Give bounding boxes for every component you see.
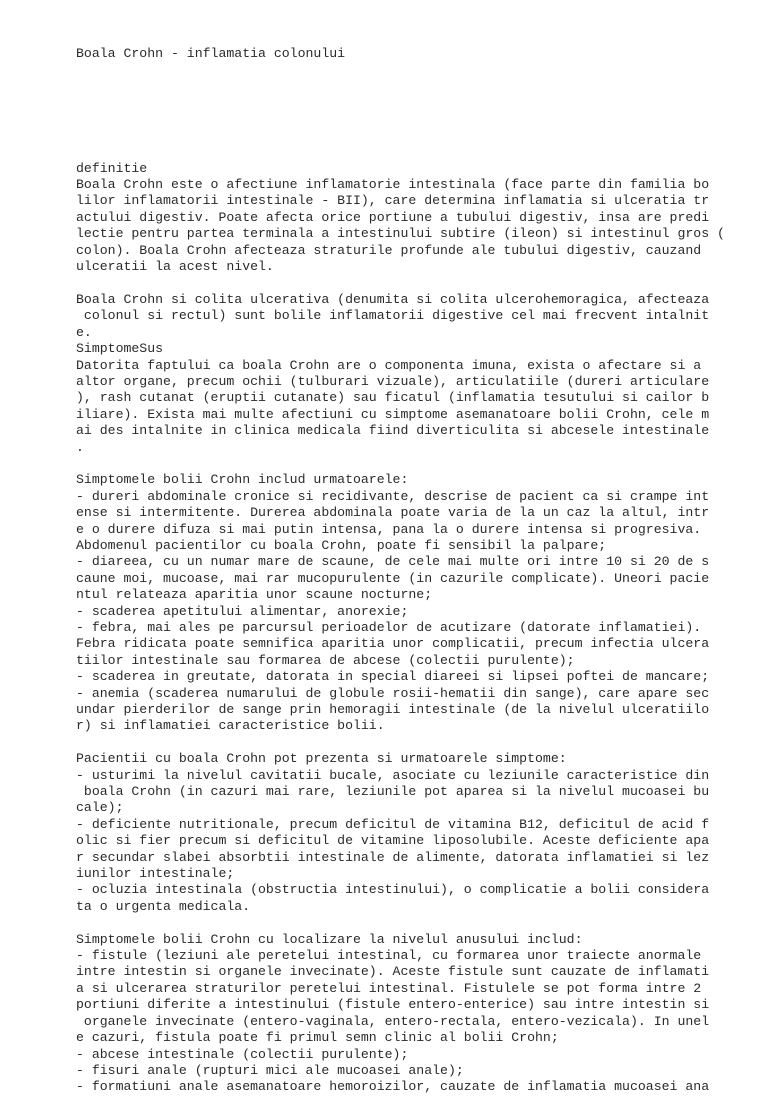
text-line: ense si intermitente. Durerea abdominala poate varia de la un caz la altul, intr <box>76 505 710 521</box>
text-line: - anemia (scaderea numarului de globule rosii-hematii din sange), care apare sec <box>76 685 710 701</box>
text-line: ), rash cutanat (eruptii cutanate) sau ficatul (inflamatia tesutului si cailor b <box>76 390 710 406</box>
paragraph-gap <box>76 275 756 291</box>
text-line: ta o urgenta medicala. <box>76 898 251 914</box>
text-line: ntul relateaza aparitia unor scaune nocturne; <box>76 587 433 603</box>
text-line: e cazuri, fistula poate fi primul semn clinic al bolii Crohn; <box>76 1030 559 1046</box>
text-line: boala Crohn (in cazuri mai rare, leziunile pot aparea si la nivelul mucoasei bu <box>76 784 710 800</box>
text-line: colon). Boala Crohn afecteaza straturile profunde ale tubului digestiv, cauzand <box>76 242 702 258</box>
text-line: - formatiuni anale asemanatoare hemoroizilor, cauzate de inflamatia mucoasei ana <box>76 1079 710 1095</box>
text-line: - deficiente nutritionale, precum deficitul de vitamina B12, deficitul de acid f <box>76 816 710 832</box>
text-line: - abcese intestinale (colectii purulente); <box>76 1046 409 1062</box>
text-line: ulceratii la acest nivel. <box>76 259 274 275</box>
text-line: - usturimi la nivelul cavitatii bucale, asociate cu leziunile caracteristice din <box>76 767 710 783</box>
text-line: lilor inflamatorii intestinale - BII), care determina inflamatia si ulceratia tr <box>76 193 710 209</box>
text-line: colonul si rectul) sunt bolile inflamatorii digestive cel mai frecvent intalnit <box>76 308 710 324</box>
text-line: altor organe, precum ochii (tulburari vizuale), articulatiile (dureri articulare <box>76 373 710 389</box>
text-line: Boala Crohn si colita ulcerativa (denumita si colita ulcerohemoragica, afecteaza <box>76 291 710 307</box>
document-title: Boala Crohn - inflamatia colonului <box>76 45 346 61</box>
document-page <box>76 13 756 1112</box>
text-line: - fistule (leziuni ale peretelui intestinal, cu formarea unor traiecte anormale <box>76 948 702 964</box>
paragraph <box>76 472 756 735</box>
text-line: . <box>76 439 84 455</box>
text-line: - febra, mai ales pe parcursul perioadelor de acutizare (datorate inflamatiei). <box>76 619 702 635</box>
text-line: undar pierderilor de sange prin hemoragii intestinale (de la nivelul ulceratiilo <box>76 702 710 718</box>
text-line: Datorita faptului ca boala Crohn are o componenta imuna, exista o afectare si a <box>76 357 702 373</box>
text-line: - fisuri anale (rupturi mici ale mucoasei anale); <box>76 1062 464 1078</box>
text-line: Pacientii cu boala Crohn pot prezenta si urmatoarele simptome: <box>76 751 567 767</box>
text-line: - scaderea in greutate, datorata in special diareei si lipsei poftei de mancare; <box>76 669 710 685</box>
text-line: SimptomeSus <box>76 341 164 357</box>
text-line: r) si inflamatiei caracteristice bolii. <box>76 718 385 734</box>
text-line: Boala Crohn este o afectiune inflamatorie intestinala (face parte din familia bo <box>76 177 710 193</box>
text-line: - scaderea apetitului alimentar, anorexie; <box>76 603 409 619</box>
text-line: actului digestiv. Poate afecta orice portiune a tubului digestiv, insa are predi <box>76 209 710 225</box>
text-line: - dureri abdominale cronice si recidivante, descrise de pacient ca si crampe int <box>76 488 710 504</box>
text-line: caune moi, mucoase, mai rar mucopurulente (in cazurile complicate). Uneori pacie <box>76 570 710 586</box>
paragraph-gap <box>76 915 756 931</box>
text-line: iunilor intestinale; <box>76 866 235 882</box>
paragraph <box>76 932 756 1096</box>
spacer <box>76 95 756 128</box>
text-line: portiuni diferite a intestinului (fistule entero-enterice) sau intre intestin si <box>76 997 710 1013</box>
text-line: - ocluzia intestinala (obstructia intestinului), o complicatie a bolii considera <box>76 882 710 898</box>
text-line: iliare). Exista mai multe afectiuni cu simptome asemanatoare bolii Crohn, cele m <box>76 406 710 422</box>
text-line: e. <box>76 324 92 340</box>
text-line: olic si fier precum si deficitul de vitamine liposolubile. Aceste deficiente apa <box>76 833 710 849</box>
text-line: cale); <box>76 800 124 816</box>
paragraph <box>76 751 756 915</box>
text-line: a si ulcerarea straturilor peretelui intestinal. Fistulele se pot forma intre 2 <box>76 980 702 996</box>
paragraph <box>76 161 756 276</box>
text-line: Simptomele bolii Crohn includ urmatoarele: <box>76 472 409 488</box>
text-line: tiilor intestinale sau formarea de abcese (colectii purulente); <box>76 652 575 668</box>
text-line: Simptomele bolii Crohn cu localizare la nivelul anusului includ: <box>76 931 583 947</box>
text-line: r secundar slabei absorbtii intestinale de alimente, datorata inflamatiei si lez <box>76 849 710 865</box>
document-body <box>76 161 756 1096</box>
paragraph-gap <box>76 456 756 472</box>
text-line: Febra ridicata poate semnifica aparitia unor complicatii, precum infectia ulcera <box>76 636 710 652</box>
text-line: lectie pentru partea terminala a intestinului subtire (ileon) si intestinul gros ( <box>76 226 725 242</box>
paragraph <box>76 292 756 456</box>
text-line: ai des intalnite in clinica medicala fiind diverticulita si abcesele intestinale <box>76 423 710 439</box>
text-line: definitie <box>76 160 148 176</box>
text-line: - diareea, cu un numar mare de scaune, de cele mai multe ori intre 10 si 20 de s <box>76 554 710 570</box>
text-line: organele invecinate (entero-vaginala, entero-rectala, entero-vezicala). In unel <box>76 1013 710 1029</box>
text-line: intre intestin si organele invecinate). Aceste fistule sunt cauzate de inflamati <box>76 964 710 980</box>
text-line: Abdomenul pacientilor cu boala Crohn, poate fi sensibil la palpare; <box>76 537 607 553</box>
text-line: e o durere difuza si mai putin intensa, pana la o durere intensa si progresiva. <box>76 521 702 537</box>
paragraph-gap <box>76 735 756 751</box>
